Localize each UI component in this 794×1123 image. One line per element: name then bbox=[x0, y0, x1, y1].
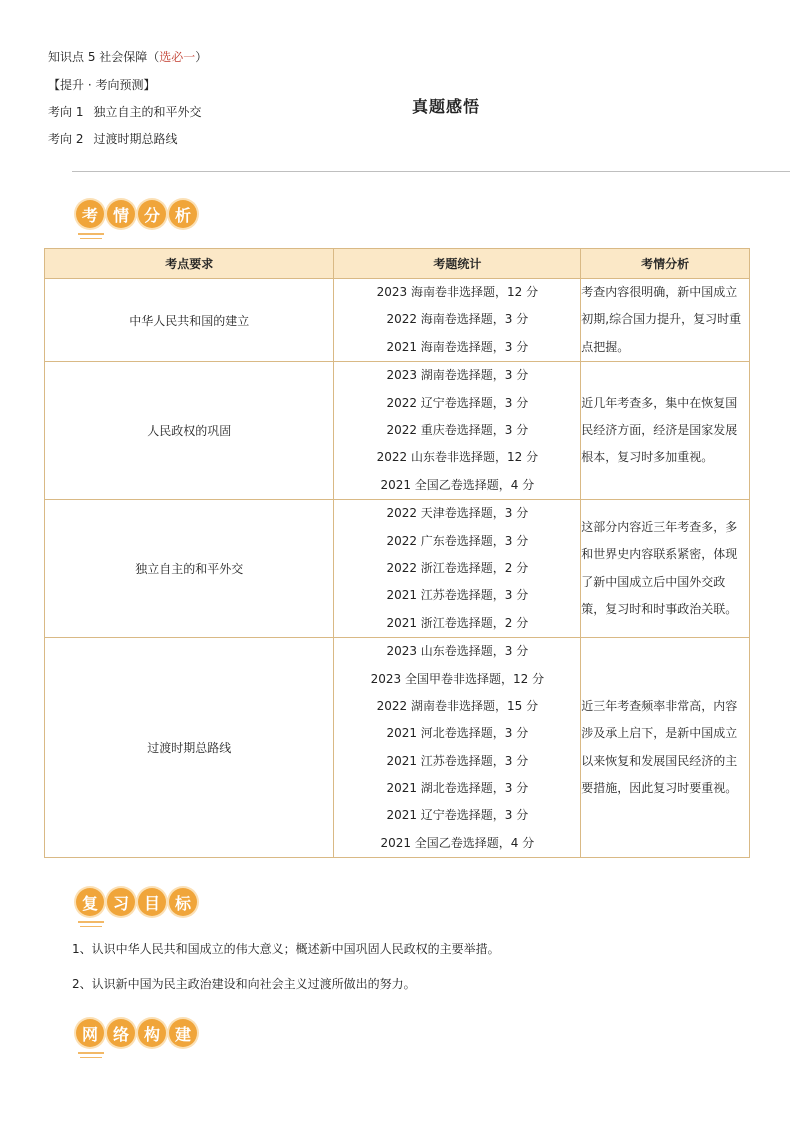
badge-char: 网 bbox=[76, 1019, 104, 1047]
stat-item: 2021 江苏卷选择题，3 分 bbox=[386, 588, 529, 603]
badge-char: 标 bbox=[169, 888, 197, 916]
badge-underline bbox=[80, 926, 102, 927]
stat-item: 2023 全国甲卷非选择题，12 分 bbox=[370, 671, 545, 686]
stat-item: 2022 海南卷选择题，3 分 bbox=[386, 312, 529, 327]
badge-char: 构 bbox=[138, 1019, 166, 1047]
requirement-cell: 独立自主的和平外交 bbox=[45, 500, 334, 638]
divider bbox=[72, 171, 790, 172]
stat-item: 2023 山东卷选择题，3 分 bbox=[386, 644, 529, 659]
exam-analysis-table bbox=[44, 248, 750, 858]
badge-char: 情 bbox=[107, 200, 135, 228]
section-badge-analysis bbox=[76, 200, 197, 228]
requirement-cell: 中华人民共和国的建立 bbox=[45, 279, 334, 362]
section-badge-network bbox=[76, 1019, 197, 1047]
stat-item: 2023 湖南卷选择题，3 分 bbox=[386, 368, 529, 383]
table-row bbox=[45, 500, 750, 638]
badge-char: 复 bbox=[76, 888, 104, 916]
stats-cell bbox=[334, 500, 581, 638]
stats-cell bbox=[334, 638, 581, 858]
stat-item: 2021 江苏卷选择题，3 分 bbox=[386, 753, 529, 768]
stat-item: 2021 浙江卷选择题，2 分 bbox=[386, 615, 529, 630]
stat-item: 2023 海南卷非选择题，12 分 bbox=[376, 285, 539, 300]
stat-item: 2022 湖南卷非选择题，15 分 bbox=[376, 698, 539, 713]
badge-underline bbox=[78, 233, 104, 235]
badge-char: 目 bbox=[138, 888, 166, 916]
table-row bbox=[45, 638, 750, 858]
table-row bbox=[45, 279, 750, 362]
goal-item: 2、认识新中国为民主政治建设和向社会主义过渡所做出的努力。 bbox=[72, 977, 416, 991]
header-analysis: 考情分析 bbox=[581, 249, 750, 279]
requirement-cell: 人民政权的巩固 bbox=[45, 362, 334, 500]
stat-item: 2022 天津卷选择题，3 分 bbox=[386, 506, 529, 521]
badge-underline bbox=[78, 1052, 104, 1054]
analysis-cell: 这部分内容近三年考查多，多和世界史内容联系紧密，体现了新中国成立后中国外交政策，复习时和时事政治关联。 bbox=[581, 500, 750, 638]
badge-underline bbox=[78, 921, 104, 923]
requirement-cell: 过渡时期总路线 bbox=[45, 638, 334, 858]
badge-char: 析 bbox=[169, 200, 197, 228]
section-badge-goals bbox=[76, 888, 197, 916]
stats-cell bbox=[334, 362, 581, 500]
header-requirement: 考点要求 bbox=[45, 249, 334, 279]
header-stats: 考题统计 bbox=[334, 249, 581, 279]
stat-item: 2021 河北卷选择题，3 分 bbox=[386, 726, 529, 741]
direction-2: 考向 2 过渡时期总路线 bbox=[48, 132, 178, 146]
analysis-cell: 考查内容很明确，新中国成立初期,综合国力提升，复习时重点把握。 bbox=[581, 279, 750, 362]
stat-item: 2022 浙江卷选择题，2 分 bbox=[386, 560, 529, 575]
topic-line: 知识点 5 社会保障（选必一） bbox=[48, 50, 208, 64]
page-title: 真题感悟 bbox=[412, 97, 481, 116]
stat-item: 2022 山东卷非选择题，12 分 bbox=[376, 450, 539, 465]
badge-char: 络 bbox=[107, 1019, 135, 1047]
goal-item: 1、认识中华人民共和国成立的伟大意义；概述新中国巩固人民政权的主要举措。 bbox=[72, 942, 500, 956]
badge-char: 建 bbox=[169, 1019, 197, 1047]
direction-1: 考向 1 独立自主的和平外交 bbox=[48, 105, 202, 119]
stat-item: 2022 辽宁卷选择题，3 分 bbox=[386, 395, 529, 410]
badge-char: 分 bbox=[138, 200, 166, 228]
table-row bbox=[45, 362, 750, 500]
stat-item: 2022 重庆卷选择题，3 分 bbox=[386, 423, 529, 437]
stats-cell bbox=[334, 279, 581, 362]
badge-underline bbox=[80, 1057, 102, 1058]
stat-item: 2021 辽宁卷选择题，3 分 bbox=[386, 808, 529, 823]
analysis-cell: 近三年考查频率非常高，内容涉及承上启下，是新中国成立以来恢复和发展国民经济的主要措施，因此复习时要重视。 bbox=[581, 638, 750, 858]
badge-char: 考 bbox=[76, 200, 104, 228]
table-header-row bbox=[45, 249, 750, 279]
stat-item: 2021 全国乙卷选择题，4 分 bbox=[380, 835, 535, 850]
stat-item: 2021 海南卷选择题，3 分 bbox=[386, 339, 529, 354]
stat-item: 2022 广东卷选择题，3 分 bbox=[386, 533, 529, 548]
badge-char: 习 bbox=[107, 888, 135, 916]
analysis-cell: 近几年考查多，集中在恢复国民经济方面，经济是国家发展根本，复习时多加重视。 bbox=[581, 362, 750, 500]
stat-item: 2021 湖北卷选择题，3 分 bbox=[386, 781, 529, 796]
badge-underline bbox=[80, 238, 102, 239]
stat-item: 2021 全国乙卷选择题，4 分 bbox=[380, 477, 535, 492]
section-tag: 【提升 · 考向预测】 bbox=[48, 78, 156, 92]
